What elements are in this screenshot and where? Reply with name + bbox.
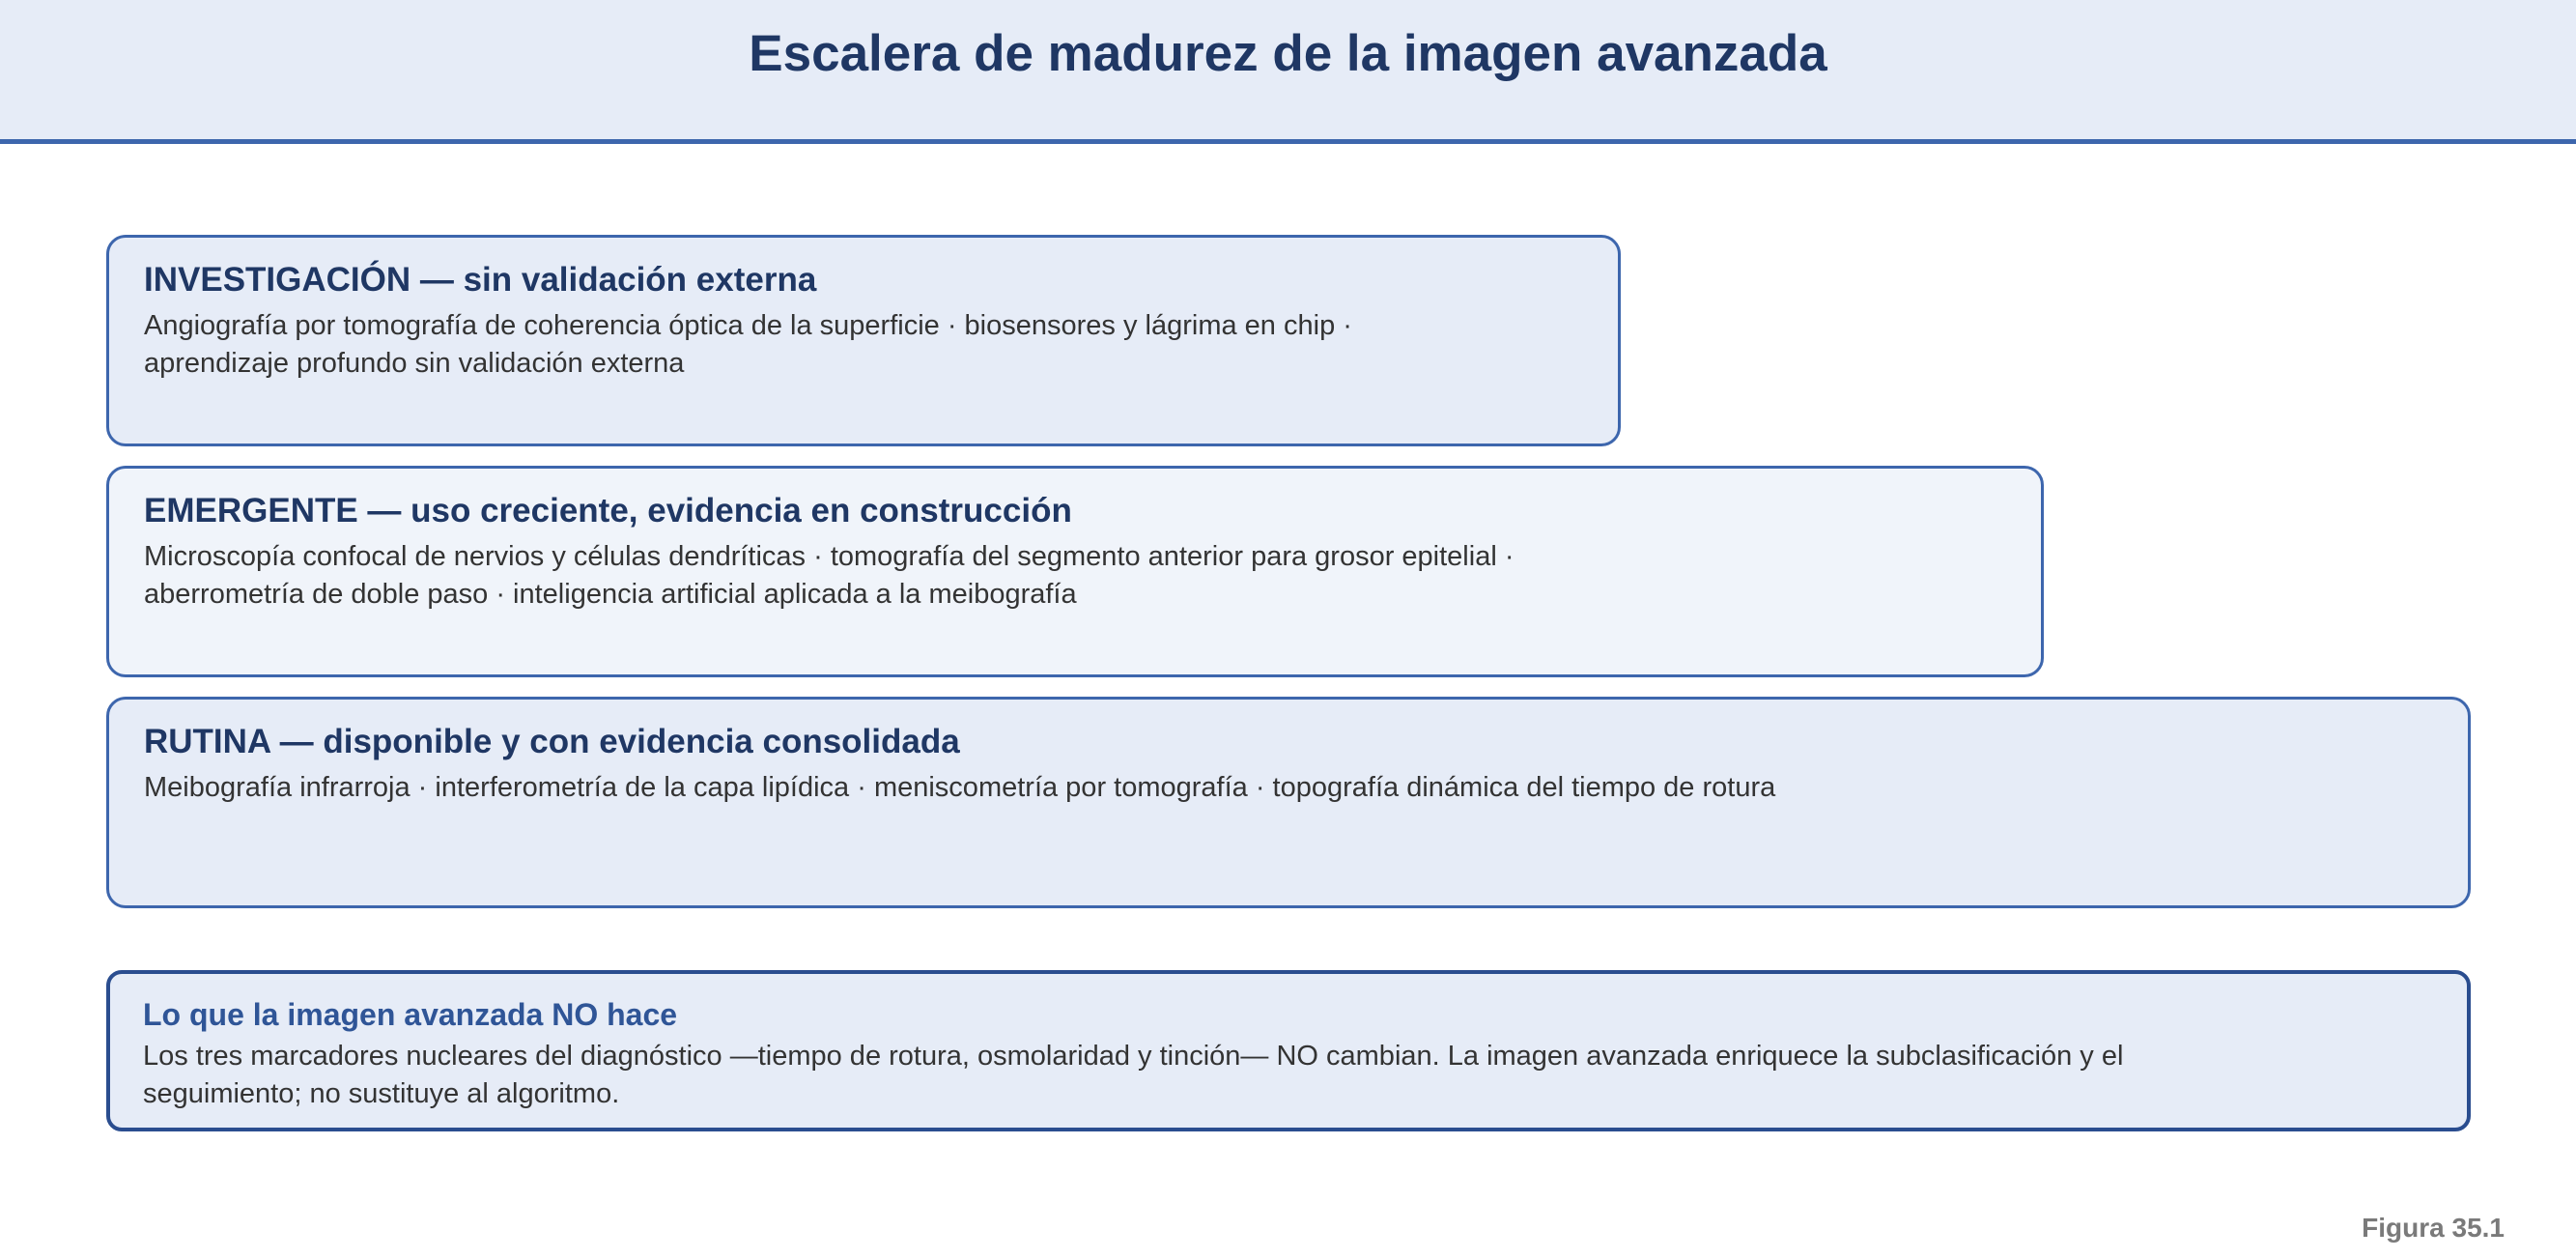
figure-label: Figura 35.1 (2362, 1213, 2505, 1243)
tier-emerging-text: Microscopía confocal de nervios y células dendríticas · tomografía del segmento anterior para grosor epitelial · aberrometría de doble paso · inteligencia artificial aplicada a la meibografía (144, 541, 1514, 610)
limitation-note (106, 970, 2471, 1131)
page-title: Escalera de madurez de la imagen avanzada (749, 25, 1827, 82)
tier-routine (106, 697, 2471, 908)
tier-research-text: Angiografía por tomografía de coherencia óptica de la superficie · biosensores y lágrima en chip · aprendizaje profundo sin validación externa (144, 310, 1352, 379)
tier-routine-heading: RUTINA — disponible y con evidencia consolidada (144, 723, 960, 760)
tier-research-heading: INVESTIGACIÓN — sin validación externa (144, 261, 817, 299)
tier-research (106, 235, 1621, 446)
tier-emerging-heading: EMERGENTE — uso creciente, evidencia en construcción (144, 492, 1072, 529)
tier-emerging (106, 466, 2044, 677)
title-banner (0, 0, 2576, 144)
note-text: Los tres marcadores nucleares del diagnóstico —tiempo de rotura, osmolaridad y tinción— NO cambian. La imagen avanzada enriquece la subclasificación y el seguimiento; no sustituye al algoritmo. (143, 1041, 2124, 1109)
tier-routine-text: Meibografía infrarroja · interferometría de la capa lipídica · meniscometría por tomografía · topografía dinámica del tiempo de rotura (144, 772, 1776, 803)
note-heading: Lo que la imagen avanzada NO hace (143, 997, 678, 1032)
